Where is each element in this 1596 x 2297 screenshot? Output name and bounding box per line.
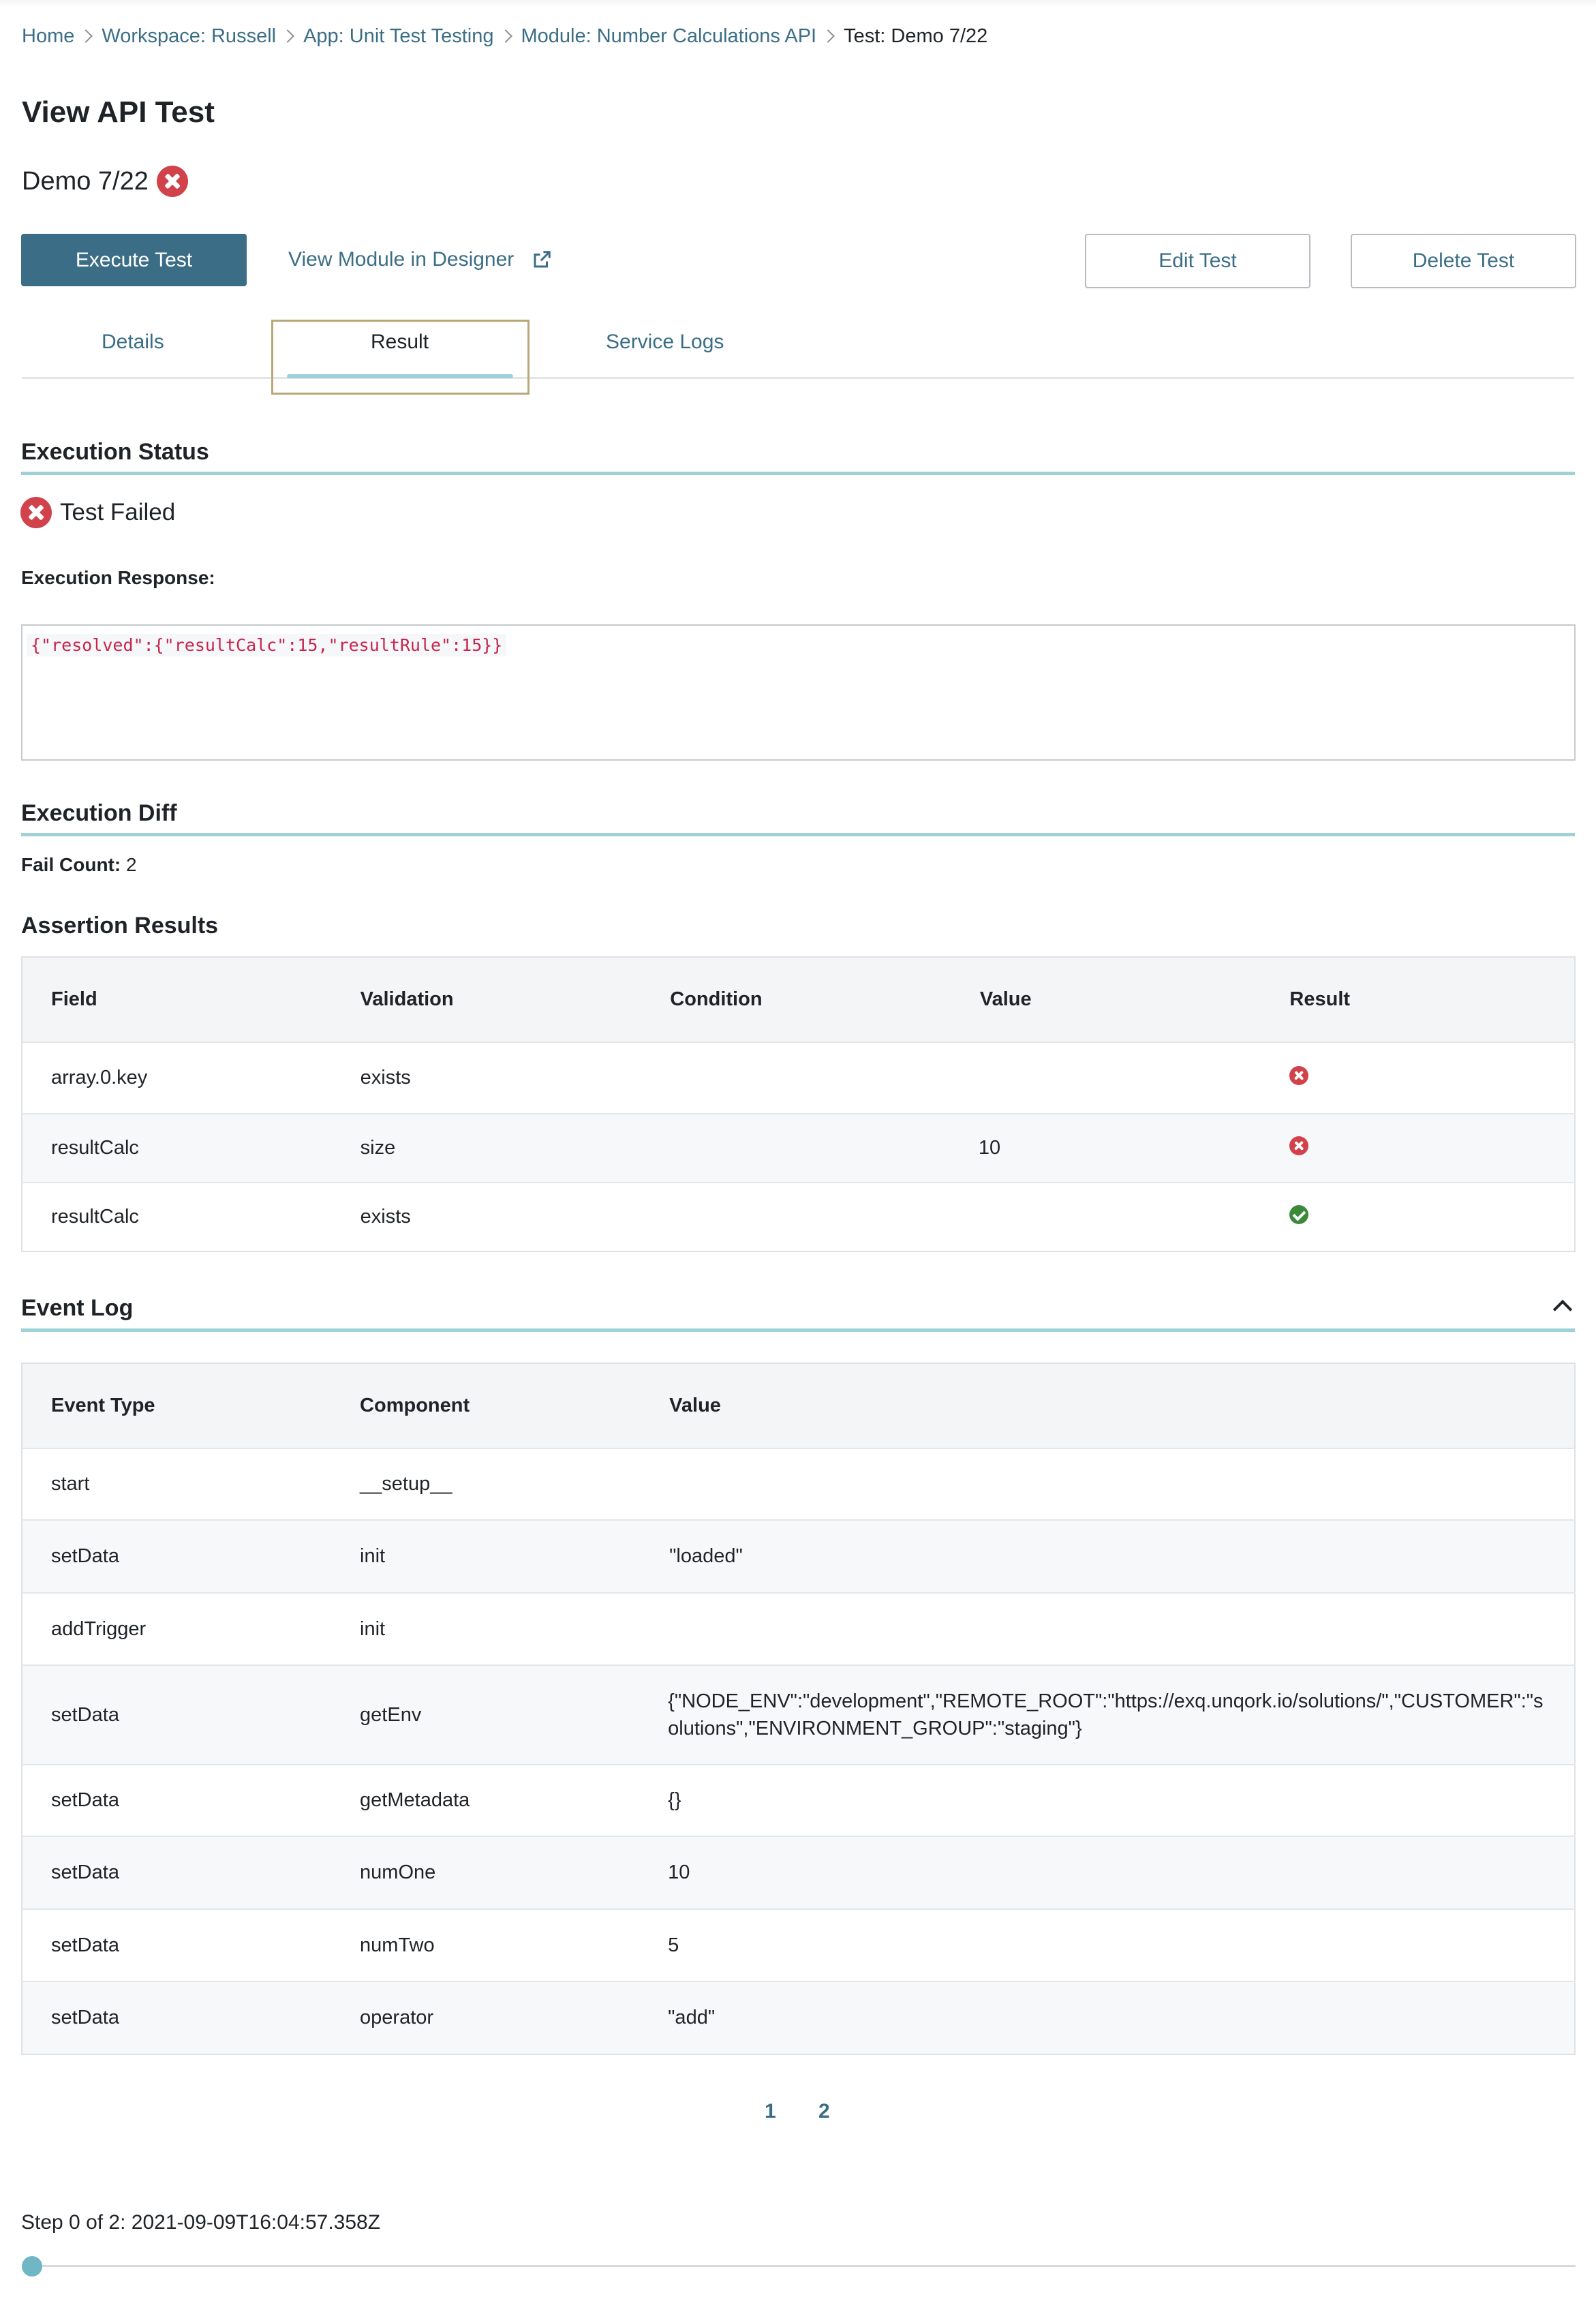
cell-event-type: setData [22, 1765, 331, 1836]
assertion-results-table [21, 956, 1576, 1252]
tab-details[interactable]: Details [102, 331, 164, 353]
chevron-right-icon [281, 29, 294, 43]
cell-value: 5 [641, 1909, 1575, 1981]
cell-component: getMetadata [331, 1765, 641, 1836]
designer-link-label: View Module in Designer [288, 248, 515, 271]
cell-value: "loaded" [641, 1520, 1575, 1593]
cell-value [641, 1665, 1575, 1765]
cell-value: {} [641, 1765, 1575, 1836]
column-header-component: Component [331, 1363, 641, 1448]
cell-event-type: addTrigger [22, 1593, 331, 1665]
breadcrumb-current: Test: Demo 7/22 [844, 25, 988, 47]
external-link-icon [532, 249, 552, 270]
cell-validation: exists [332, 1183, 642, 1251]
tab-result[interactable]: Result [371, 331, 429, 353]
section-divider [21, 472, 1575, 475]
cell-validation: exists [332, 1042, 642, 1114]
table-row [22, 1183, 1575, 1251]
table-row [22, 1593, 1575, 1665]
execution-diff-title: Execution Diff [21, 800, 177, 826]
chevron-right-icon [79, 29, 93, 43]
breadcrumb [22, 25, 987, 48]
cell-event-type: setData [22, 1520, 331, 1593]
table-row [22, 1042, 1575, 1114]
cell-component: numOne [331, 1836, 641, 1909]
event-log-title: Event Log [21, 1295, 134, 1321]
chevron-up-icon[interactable] [1553, 1300, 1572, 1319]
cell-event-type: setData [22, 1665, 331, 1765]
cell-result [1261, 1114, 1575, 1183]
cell-component: init [331, 1593, 641, 1665]
table-row [22, 1520, 1575, 1593]
cell-value-line: olutions","ENVIRONMENT_GROUP":"staging"} [668, 1718, 1082, 1739]
chevron-right-icon [499, 29, 512, 43]
cell-value: "add" [641, 1981, 1575, 2054]
column-header-condition: Condition [641, 957, 951, 1042]
fail-icon [1289, 1136, 1308, 1155]
test-name-row [22, 166, 188, 197]
cell-result [1261, 1042, 1575, 1114]
pagination-page-2[interactable]: 2 [818, 2100, 830, 2123]
error-icon [157, 166, 188, 197]
table-row [22, 1981, 1575, 2054]
cell-validation: size [332, 1114, 642, 1183]
column-header-field: Field [22, 957, 332, 1042]
cell-field: resultCalc [22, 1114, 332, 1183]
pagination-page-1[interactable]: 1 [765, 2100, 776, 2123]
cell-value [641, 1593, 1575, 1665]
cell-field: resultCalc [22, 1183, 332, 1251]
column-header-value: Value [641, 1363, 1575, 1448]
cell-event-type: setData [22, 1836, 331, 1909]
step-slider-track[interactable] [31, 2265, 1576, 2267]
chevron-right-icon [821, 29, 835, 43]
table-row [22, 1665, 1575, 1765]
breadcrumb-app[interactable]: App: Unit Test Testing [303, 25, 494, 47]
cell-value: 10 [951, 1114, 1261, 1183]
execution-response-box [21, 624, 1576, 761]
column-header-result: Result [1261, 957, 1575, 1042]
cell-component: __setup__ [331, 1448, 641, 1520]
cell-event-type: setData [22, 1909, 331, 1981]
delete-test-button[interactable]: Delete Test [1351, 234, 1576, 288]
cell-event-type: setData [22, 1981, 331, 2054]
table-header-row [22, 957, 1575, 1042]
cell-condition [641, 1042, 951, 1114]
column-header-event-type: Event Type [22, 1363, 331, 1448]
cell-condition [641, 1183, 951, 1251]
edit-test-button[interactable]: Edit Test [1085, 234, 1310, 288]
table-row [22, 1114, 1575, 1183]
top-shadow [0, 0, 1596, 7]
cell-value [641, 1448, 1575, 1520]
cell-event-type: start [22, 1448, 331, 1520]
execution-status [20, 497, 175, 528]
assertion-results-title: Assertion Results [21, 913, 219, 939]
fail-count-value: 2 [125, 854, 137, 875]
test-name: Demo 7/22 [22, 166, 149, 196]
section-divider [21, 1328, 1575, 1332]
execution-status-title: Execution Status [21, 439, 209, 465]
tab-active-indicator [287, 374, 513, 378]
table-row [22, 1765, 1575, 1836]
view-module-in-designer-link[interactable] [288, 244, 552, 275]
execution-response-label: Execution Response: [21, 567, 215, 588]
execution-response-value: {"resolved":{"resultCalc":15,"resultRule":15}} [27, 634, 506, 656]
breadcrumb-module[interactable]: Module: Number Calculations API [521, 25, 817, 47]
page-title: View API Test [22, 95, 215, 129]
event-log-table [21, 1363, 1576, 2055]
cell-condition [641, 1114, 951, 1183]
cell-value-line: {"NODE_ENV":"development","REMOTE_ROOT":"https://exq.unqork.io/solutions/","CUSTOMER":"s [668, 1690, 1544, 1712]
step-slider-handle[interactable] [22, 2256, 42, 2277]
fail-count-label: Fail Count: [21, 854, 121, 875]
column-header-value: Value [951, 957, 1261, 1042]
breadcrumb-home[interactable]: Home [22, 25, 75, 47]
execute-test-button[interactable]: Execute Test [21, 234, 247, 286]
breadcrumb-workspace[interactable]: Workspace: Russell [102, 25, 277, 47]
cell-value [951, 1042, 1261, 1114]
cell-component: init [331, 1520, 641, 1593]
fail-count [21, 854, 137, 876]
step-label: Step 0 of 2: 2021-09-09T16:04:57.358Z [21, 2211, 381, 2234]
cell-component: operator [331, 1981, 641, 2054]
tabs-divider [22, 377, 1574, 379]
tab-service-logs[interactable]: Service Logs [606, 331, 724, 353]
fail-icon [1289, 1066, 1308, 1085]
status-text: Test Failed [60, 499, 176, 526]
error-icon [20, 497, 52, 528]
column-header-validation: Validation [332, 957, 642, 1042]
cell-value: 10 [641, 1836, 1575, 1909]
cell-result [1261, 1183, 1575, 1251]
cell-value [951, 1183, 1261, 1251]
cell-component: getEnv [331, 1665, 641, 1765]
section-divider [21, 833, 1575, 836]
table-row [22, 1836, 1575, 1909]
cell-field: array.0.key [22, 1042, 332, 1114]
table-header-row [22, 1363, 1575, 1448]
cell-component: numTwo [331, 1909, 641, 1981]
table-row [22, 1448, 1575, 1520]
pass-icon [1289, 1205, 1308, 1224]
table-row [22, 1909, 1575, 1981]
